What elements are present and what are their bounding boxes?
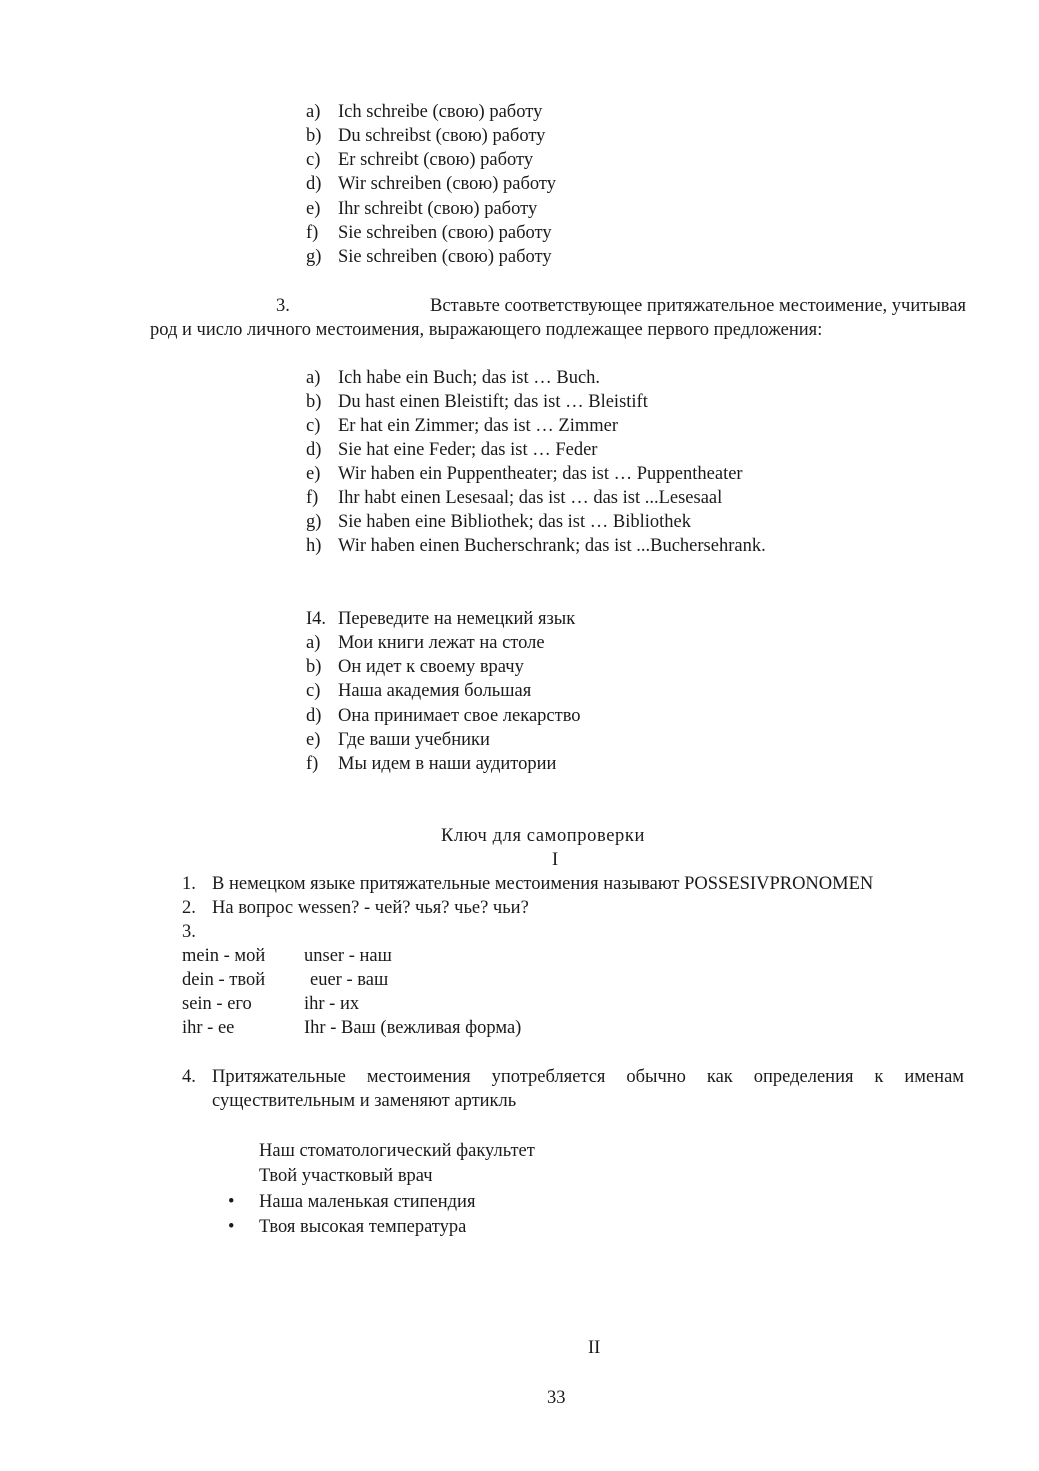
key-item-1-text: В немецком языке притяжательные местоимения называют POSSESIVPRONOMEN	[212, 874, 874, 894]
key-item-2-marker: 2.	[182, 898, 196, 918]
bullet-item: Наша маленькая стипендия	[259, 1192, 476, 1212]
task-3-line-2: род и число личного местоимения, выражающего подлежащее первого предложения:	[150, 320, 823, 340]
pronoun-right: unser - наш	[304, 946, 392, 966]
key-item-4-line-2: существительным и заменяют артикль	[212, 1091, 517, 1111]
pronoun-right: euer - ваш	[310, 970, 389, 990]
bullet-icon: •	[228, 1192, 235, 1212]
pronoun-left: sein - его	[182, 994, 252, 1014]
bullet-item: Твоя высокая температура	[259, 1217, 467, 1237]
pronoun-left: mein - мой	[182, 946, 266, 966]
section-i-heading: I	[552, 850, 559, 870]
pronoun-left: ihr - ее	[182, 1018, 235, 1038]
key-item-1-marker: 1.	[182, 874, 196, 894]
pronoun-left: dein - твой	[182, 970, 266, 990]
key-item-4-line-1: Притяжательные местоимения употребляется обычно как определения к именам	[212, 1067, 964, 1087]
bullet-icon: •	[228, 1217, 235, 1237]
key-item-3-marker: 3.	[182, 922, 196, 942]
task-3-number: 3.	[276, 296, 290, 316]
key-item-4-marker: 4.	[182, 1067, 196, 1087]
section-ii-heading: II	[588, 1338, 601, 1358]
pronoun-right: Ihr - Ваш (вежливая форма)	[304, 1018, 522, 1038]
key-item-2-text: На вопрос wessen? - чей? чья? чье? чьи?	[212, 898, 529, 918]
key-title: Ключ для самопроверки	[441, 826, 645, 846]
example-line: Наш стоматологический факультет	[259, 1141, 535, 1161]
pronoun-right: ihr - их	[304, 994, 360, 1014]
example-line: Твой участковый врач	[259, 1166, 433, 1186]
task-3-line-1: Вставьте соответствующее притяжательное местоимение, учитывая	[430, 296, 966, 316]
page-number: 33	[547, 1388, 566, 1408]
